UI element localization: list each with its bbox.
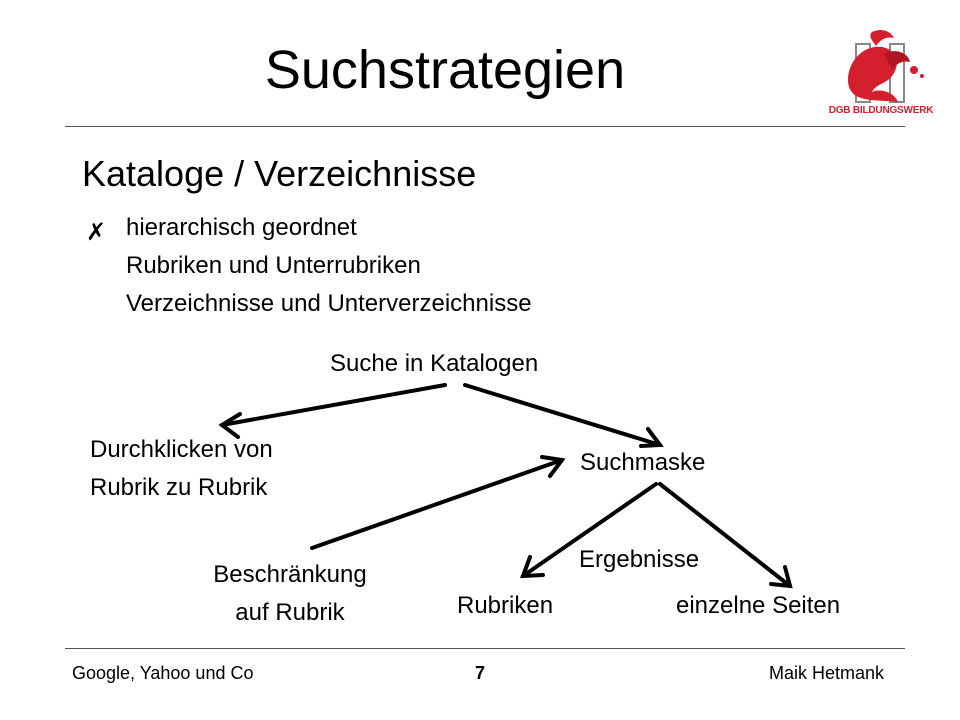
label-ergebnisse: Ergebnisse (579, 546, 700, 573)
section-heading: Kataloge / Verzeichnisse (82, 153, 477, 194)
footer-right: Maik Hetmank (768, 663, 884, 683)
node-durchklicken-line-2: Rubrik zu Rubrik (90, 474, 268, 501)
node-rubriken: Rubriken (457, 592, 554, 619)
page-number: 7 (474, 663, 485, 683)
node-beschraenkung-line-2: auf Rubrik (235, 599, 345, 626)
arrow-to-suchmaske (465, 385, 660, 445)
node-durchklicken-line-1: Durchklicken von (90, 436, 273, 463)
node-suchmaske: Suchmaske (580, 449, 706, 476)
bullet-line-2: Rubriken und Unterrubriken (126, 252, 421, 279)
node-suche-in-katalogen: Suche in Katalogen (330, 350, 539, 377)
node-einzelne-seiten: einzelne Seiten (676, 592, 841, 619)
node-beschraenkung-line-1: Beschränkung (213, 561, 367, 588)
logo-text: DGB BILDUNGSWERK (828, 105, 934, 116)
bottom-divider (65, 648, 905, 649)
arrow-to-durchklicken (222, 385, 445, 425)
bullet-line-3: Verzeichnisse und Unterverzeichnisse (126, 290, 532, 317)
bullet-x-icon: ✗ (86, 219, 107, 246)
slide-title: Suchstrategien (264, 40, 626, 100)
footer-left: Google, Yahoo und Co (72, 663, 254, 683)
bullet-line-1: hierarchisch geordnet (126, 214, 357, 241)
arrow-from-beschraenkung (312, 460, 562, 548)
